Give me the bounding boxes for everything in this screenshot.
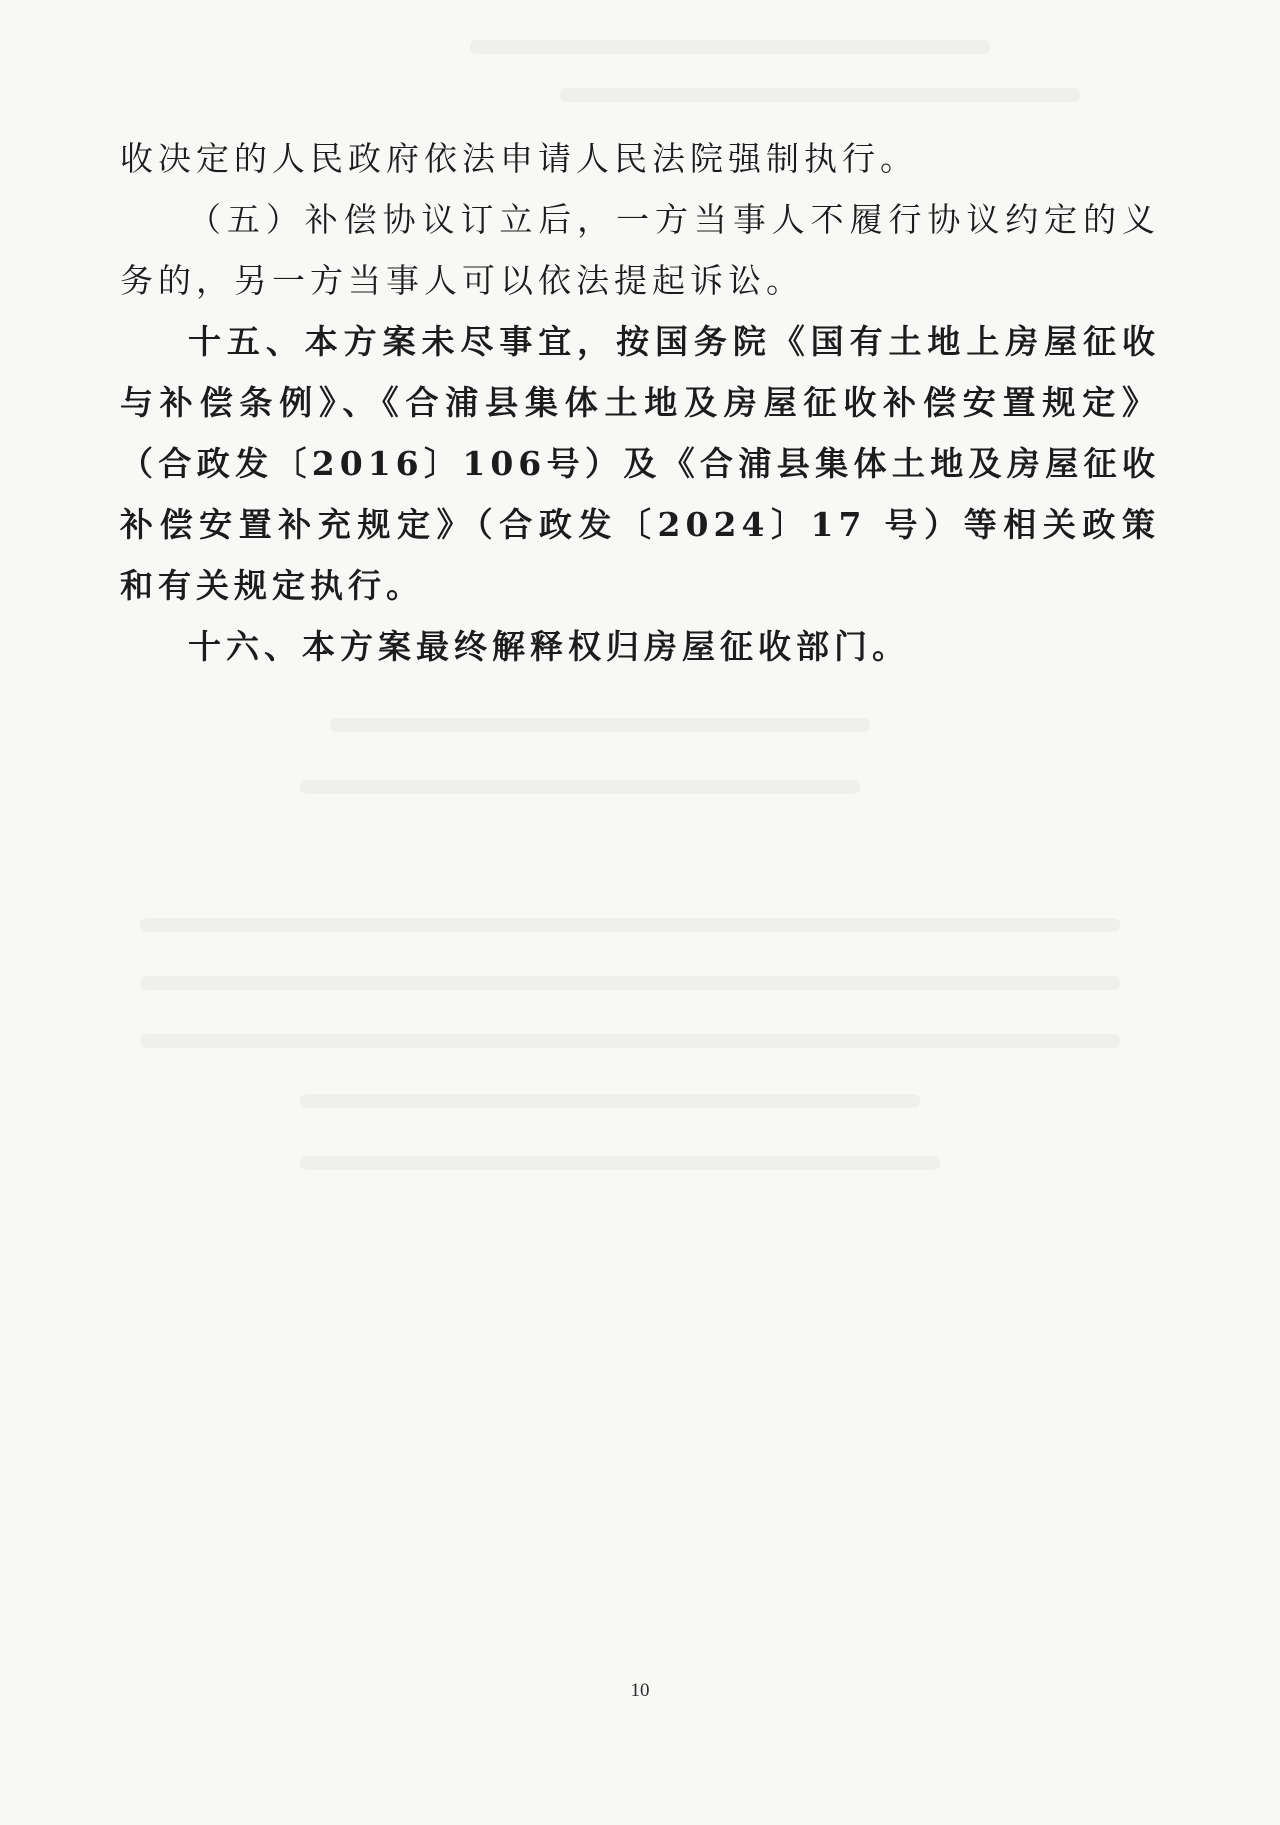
bleed-through-mark xyxy=(140,1034,1120,1048)
bleed-through-mark xyxy=(330,718,870,732)
bleed-through-mark xyxy=(470,40,990,54)
bleed-through-mark xyxy=(140,976,1120,990)
paragraph-article-16: 十六、本方案最终解释权归房屋征收部门。 xyxy=(188,627,910,666)
bleed-through-mark xyxy=(300,1094,920,1108)
bleed-through-mark xyxy=(300,1156,940,1170)
paragraph-article-15: 十五、本方案未尽事宜，按国务院《国有土地上房屋征收与补偿条例》、《合浦县集体土地及房屋征收补偿安置规定》（合政发〔2016〕106号）及《合浦县集体土地及房屋征收补偿安置补充规定》（合政发〔2024〕17 号）等相关政策和有关规定执行。 xyxy=(120,322,1160,605)
bleed-through-mark xyxy=(560,88,1080,102)
paragraph-enforcement: 收决定的人民政府依法申请人民法院强制执行。 xyxy=(120,139,918,178)
document-body xyxy=(120,128,1160,677)
page-number: 10 xyxy=(630,1680,650,1701)
bleed-through-mark xyxy=(140,918,1120,932)
bleed-through-mark xyxy=(300,780,860,794)
paragraph-item-5: （五）补偿协议订立后，一方当事人不履行协议约定的义务的，另一方当事人可以依法提起诉讼。 xyxy=(120,200,1160,300)
